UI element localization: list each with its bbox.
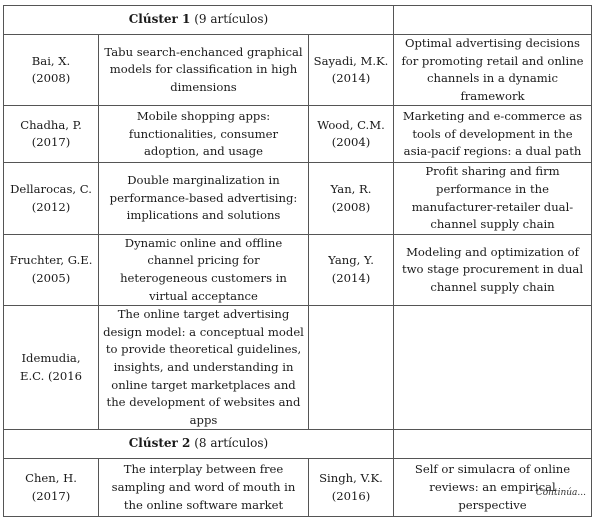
table-row <box>4 163 592 234</box>
author-cell <box>309 163 394 234</box>
title-cell: Profit sharing and firm performance in the manufacturer-retailer dual-channel supply chain <box>394 163 592 234</box>
title-cell-empty <box>394 306 592 430</box>
title-cell: Optimal advertising decisions for promoting retail and online channels in a dynamic framework <box>394 35 592 106</box>
author-year: (2014) <box>331 270 371 285</box>
continued-note: Continúa... <box>535 488 586 498</box>
author-cell <box>4 106 99 163</box>
author-name: Yan, R. <box>330 181 372 196</box>
title-cell: Mobile shopping apps: functionalities, consumer adoption, and usage <box>99 106 309 163</box>
cluster-header-row <box>4 430 592 459</box>
author-year: E.C. (2016 <box>19 368 82 383</box>
cluster-count: (9 artículos) <box>194 12 269 27</box>
author-name: Fruchter, G.E. <box>9 253 93 268</box>
title-cell: Double marginalization in performance-based advertising: implications and solutions <box>99 163 309 234</box>
cluster-header-empty-cell <box>394 6 592 35</box>
author-year: (2014) <box>331 71 371 86</box>
author-name: Dellarocas, C. <box>10 181 92 196</box>
author-year: (2008) <box>31 71 71 86</box>
title-cell: Marketing and e-commerce as tools of development in the asia-pacif regions: a dual path <box>394 106 592 163</box>
table-row <box>4 35 592 106</box>
author-name: Singh, V.K. <box>319 471 383 486</box>
author-cell <box>4 459 99 517</box>
author-cell <box>309 35 394 106</box>
table-row <box>4 459 592 517</box>
author-cell <box>309 234 394 305</box>
bibliography-table <box>3 5 592 517</box>
cluster-header-row <box>4 6 592 35</box>
author-name: Chadha, P. <box>20 117 82 132</box>
title-cell: Dynamic online and offline channel pricing for heterogeneous customers in virtual acceptance <box>99 234 309 305</box>
title-cell: The interplay between free sampling and word of mouth in the online software market <box>99 459 309 517</box>
author-year: (2005) <box>31 270 71 285</box>
author-year: (2008) <box>331 199 371 214</box>
author-cell-empty <box>309 306 394 430</box>
cluster-header <box>4 430 394 459</box>
author-cell <box>4 35 99 106</box>
cluster-label: Clúster 2 <box>128 436 191 451</box>
author-cell <box>4 163 99 234</box>
cluster-label: Clúster 1 <box>128 12 191 27</box>
author-year: (2012) <box>31 199 71 214</box>
title-cell: The online target advertising design model: a conceptual model to provide theoretical guidelines, insights, and understanding in online target marketplaces and the development of websites and apps <box>99 306 309 430</box>
author-cell <box>309 459 394 517</box>
author-name: Chen, H. <box>25 471 77 486</box>
author-cell <box>309 106 394 163</box>
author-name: Yang, Y. <box>328 253 374 268</box>
author-year: (2004) <box>331 135 371 150</box>
cluster-header-empty-cell <box>394 430 592 459</box>
author-cell <box>4 234 99 305</box>
author-year: (2017) <box>31 488 71 503</box>
table-row <box>4 234 592 305</box>
title-cell: Tabu search-enchanced graphical models for classification in high dimensions <box>99 35 309 106</box>
author-year: (2016) <box>331 488 371 503</box>
table-row <box>4 106 592 163</box>
table-row <box>4 306 592 430</box>
cluster-header <box>4 6 394 35</box>
author-year: (2017) <box>31 135 71 150</box>
title-cell: Self or simulacra of online reviews: an empirical perspective <box>394 459 592 517</box>
author-name: Sayadi, M.K. <box>313 53 389 68</box>
author-name: Bai, X. <box>31 53 71 68</box>
author-cell <box>4 306 99 430</box>
title-cell: Modeling and optimization of two stage procurement in dual channel supply chain <box>394 234 592 305</box>
author-name: Wood, C.M. <box>317 117 385 132</box>
author-name: Idemudia, <box>21 351 81 366</box>
cluster-count: (8 artículos) <box>194 436 269 451</box>
